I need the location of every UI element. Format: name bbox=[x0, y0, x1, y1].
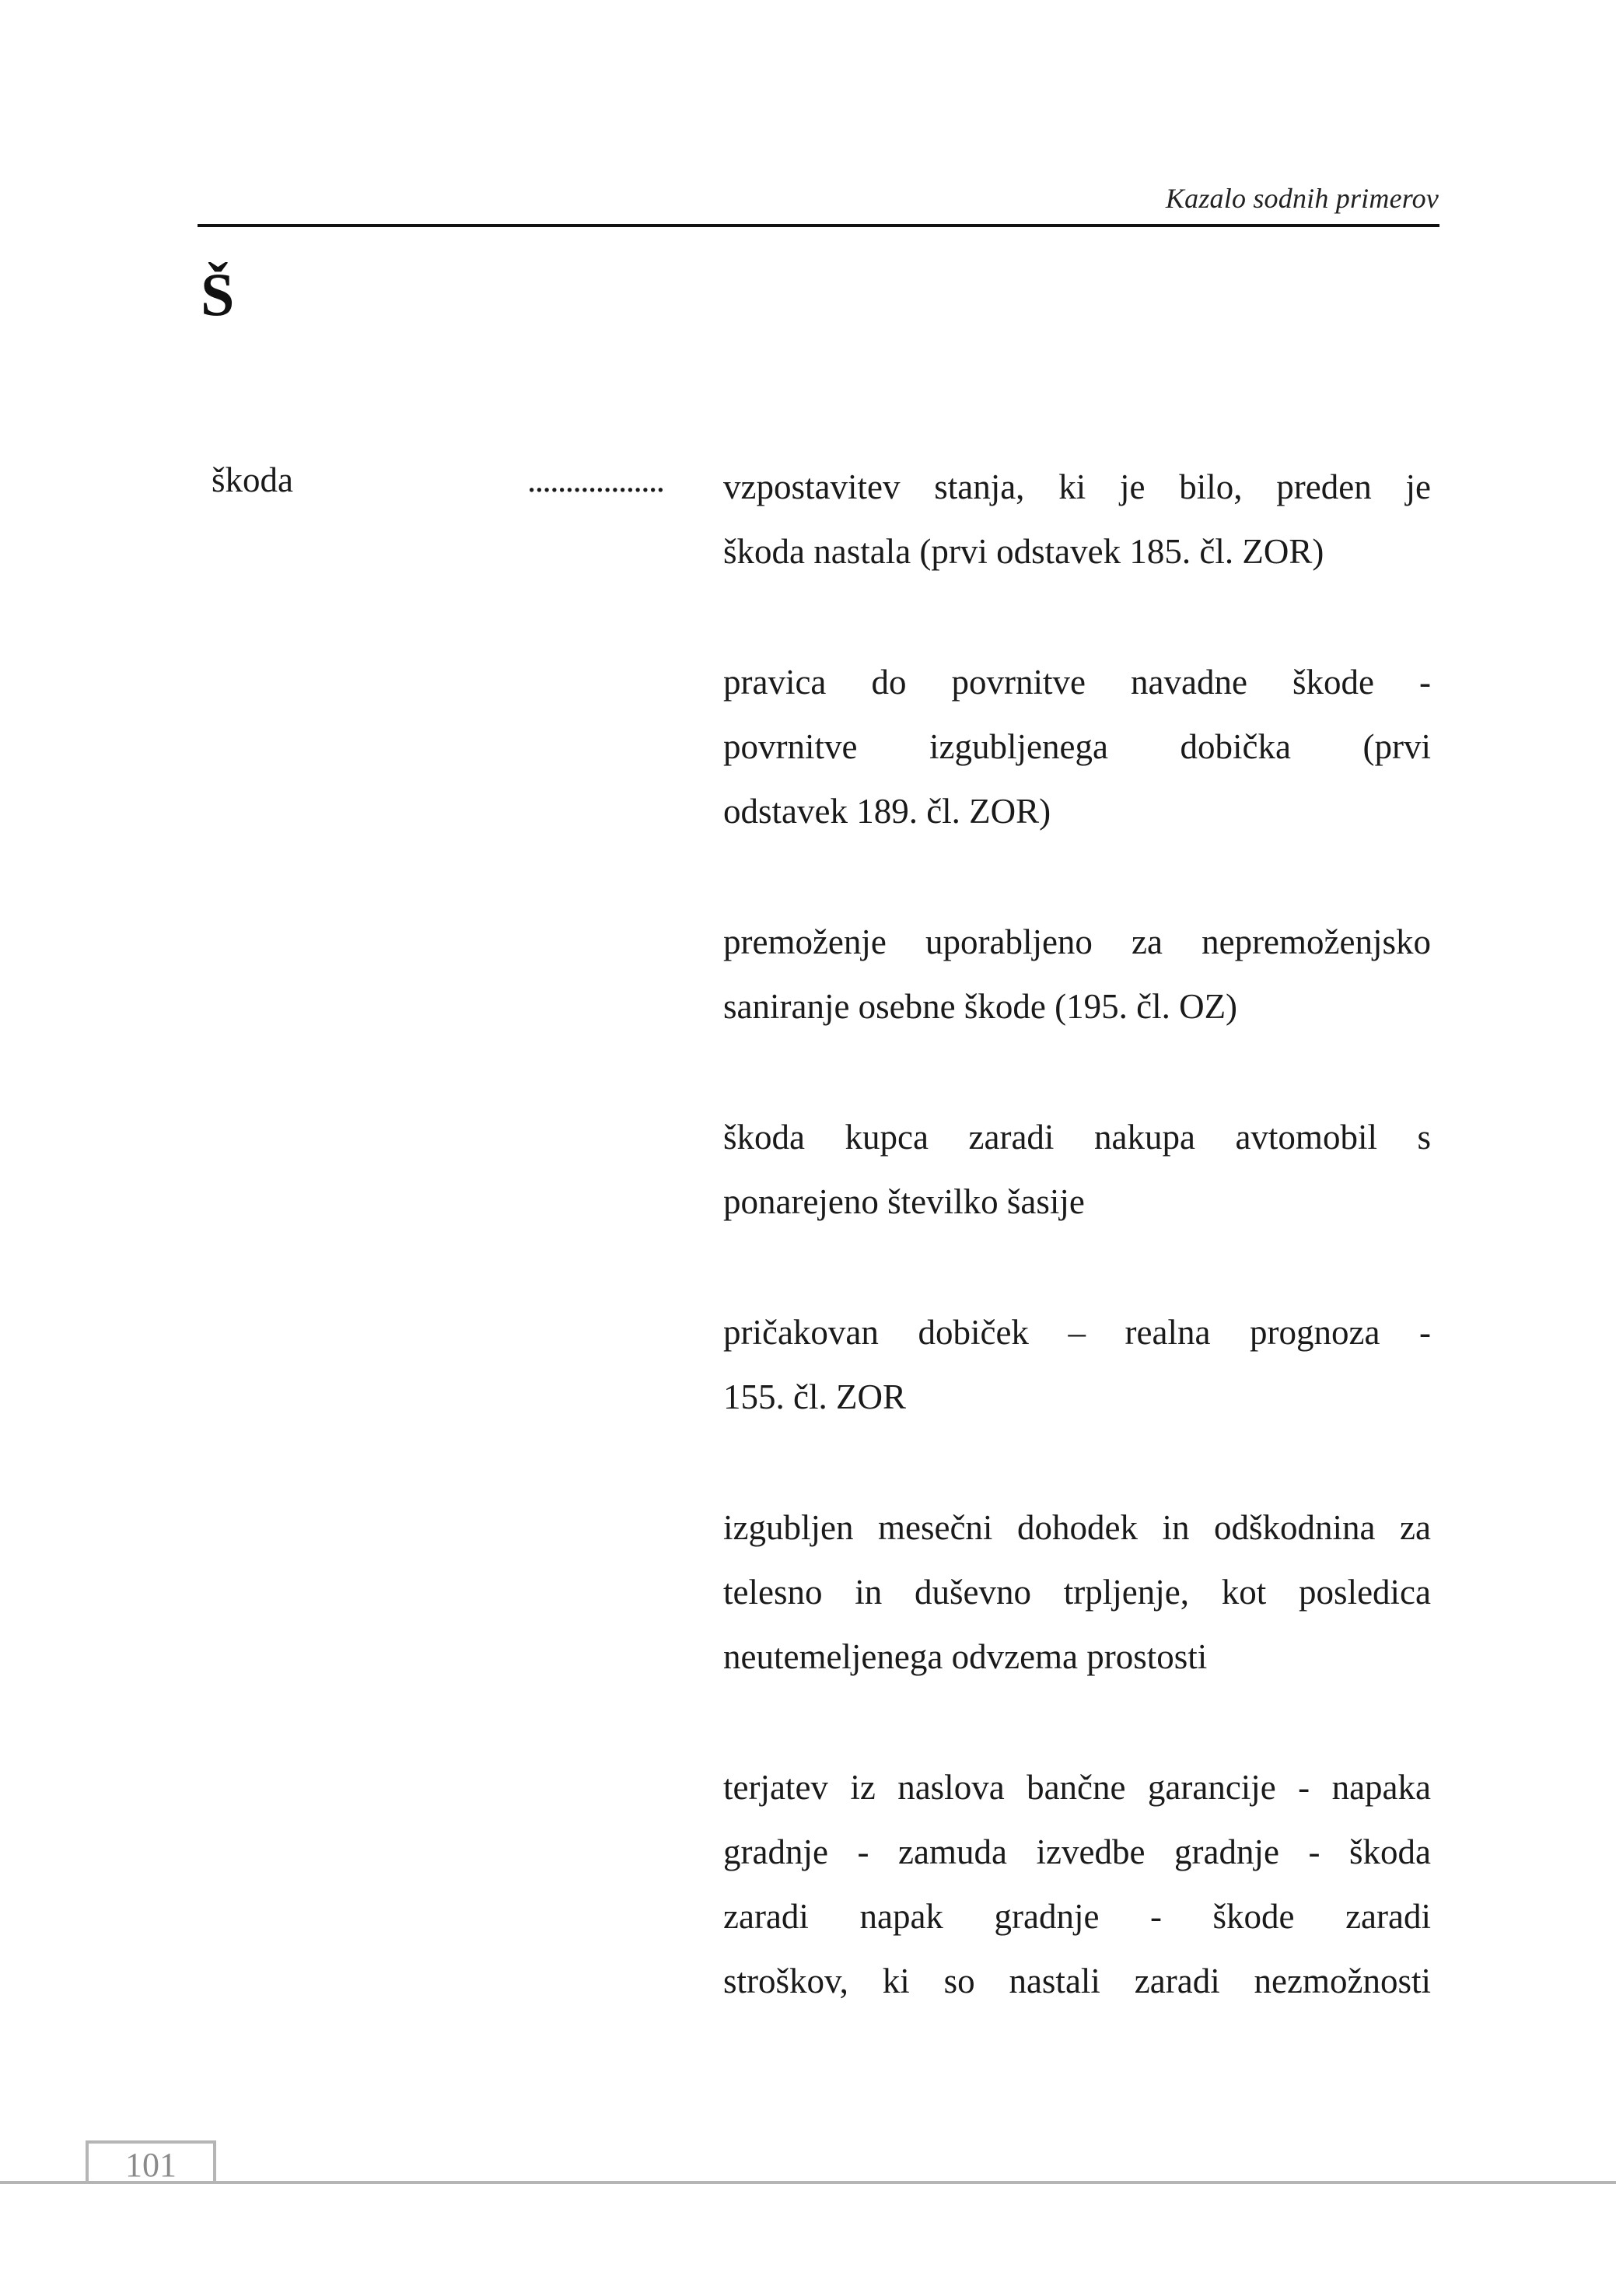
entry-line: ponarejeno številko šasije bbox=[723, 1182, 1085, 1221]
entry-line: gradnje - zamuda izvedbe gradnje - škoda bbox=[723, 1832, 1431, 1871]
entry-line: odstavek 189. čl. ZOR) bbox=[723, 792, 1051, 831]
entry-line: zaradi napak gradnje - škode zaradi bbox=[723, 1897, 1431, 1936]
entry-line: stroškov, ki so nastali zaradi nezmožnosti bbox=[723, 1962, 1431, 2000]
entry-line: izgubljen mesečni dohodek in odškodnina za bbox=[723, 1508, 1431, 1547]
leader-dots: .................. bbox=[527, 460, 664, 499]
entry-line: vzpostavitev stanja, ki je bilo, preden je bbox=[723, 467, 1431, 506]
index-entry bbox=[723, 1300, 1431, 1430]
index-term: škoda bbox=[212, 460, 293, 499]
entry-line: pričakovan dobiček – realna prognoza - bbox=[723, 1313, 1431, 1352]
header-rule bbox=[198, 224, 1439, 227]
entry-line: škoda kupca zaradi nakupa avtomobil s bbox=[723, 1118, 1431, 1157]
entry-line: saniranje osebne škode (195. čl. OZ) bbox=[723, 987, 1238, 1026]
entry-line: premoženje uporabljeno za nepremoženjsko bbox=[723, 922, 1431, 961]
footer-rule bbox=[0, 2181, 1616, 2184]
entry-line: terjatev iz naslova bančne garancije - napaka bbox=[723, 1768, 1431, 1807]
entry-line: škoda nastala (prvi odstavek 185. čl. ZOR) bbox=[723, 532, 1324, 571]
index-entry bbox=[723, 910, 1431, 1039]
running-header: Kazalo sodnih primerov bbox=[1165, 183, 1439, 214]
entry-line: pravica do povrnitve navadne škode - bbox=[723, 663, 1431, 702]
index-entry bbox=[723, 1496, 1431, 1689]
index-entry bbox=[723, 650, 1431, 844]
entry-line: telesno in duševno trpljenje, kot posledica bbox=[723, 1573, 1431, 1612]
index-entries bbox=[723, 455, 1431, 2080]
entry-line: neutemeljenega odvzema prostosti bbox=[723, 1637, 1208, 1676]
page-number-tab bbox=[86, 2140, 216, 2184]
entry-line: 155. čl. ZOR bbox=[723, 1377, 906, 1416]
entry-line: povrnitve izgubljenega dobička (prvi bbox=[723, 727, 1431, 766]
section-letter-heading: Š bbox=[201, 261, 235, 328]
page-number: 101 bbox=[125, 2146, 177, 2184]
index-entry bbox=[723, 455, 1431, 584]
index-entry bbox=[723, 1105, 1431, 1234]
index-entry bbox=[723, 1755, 1431, 2014]
